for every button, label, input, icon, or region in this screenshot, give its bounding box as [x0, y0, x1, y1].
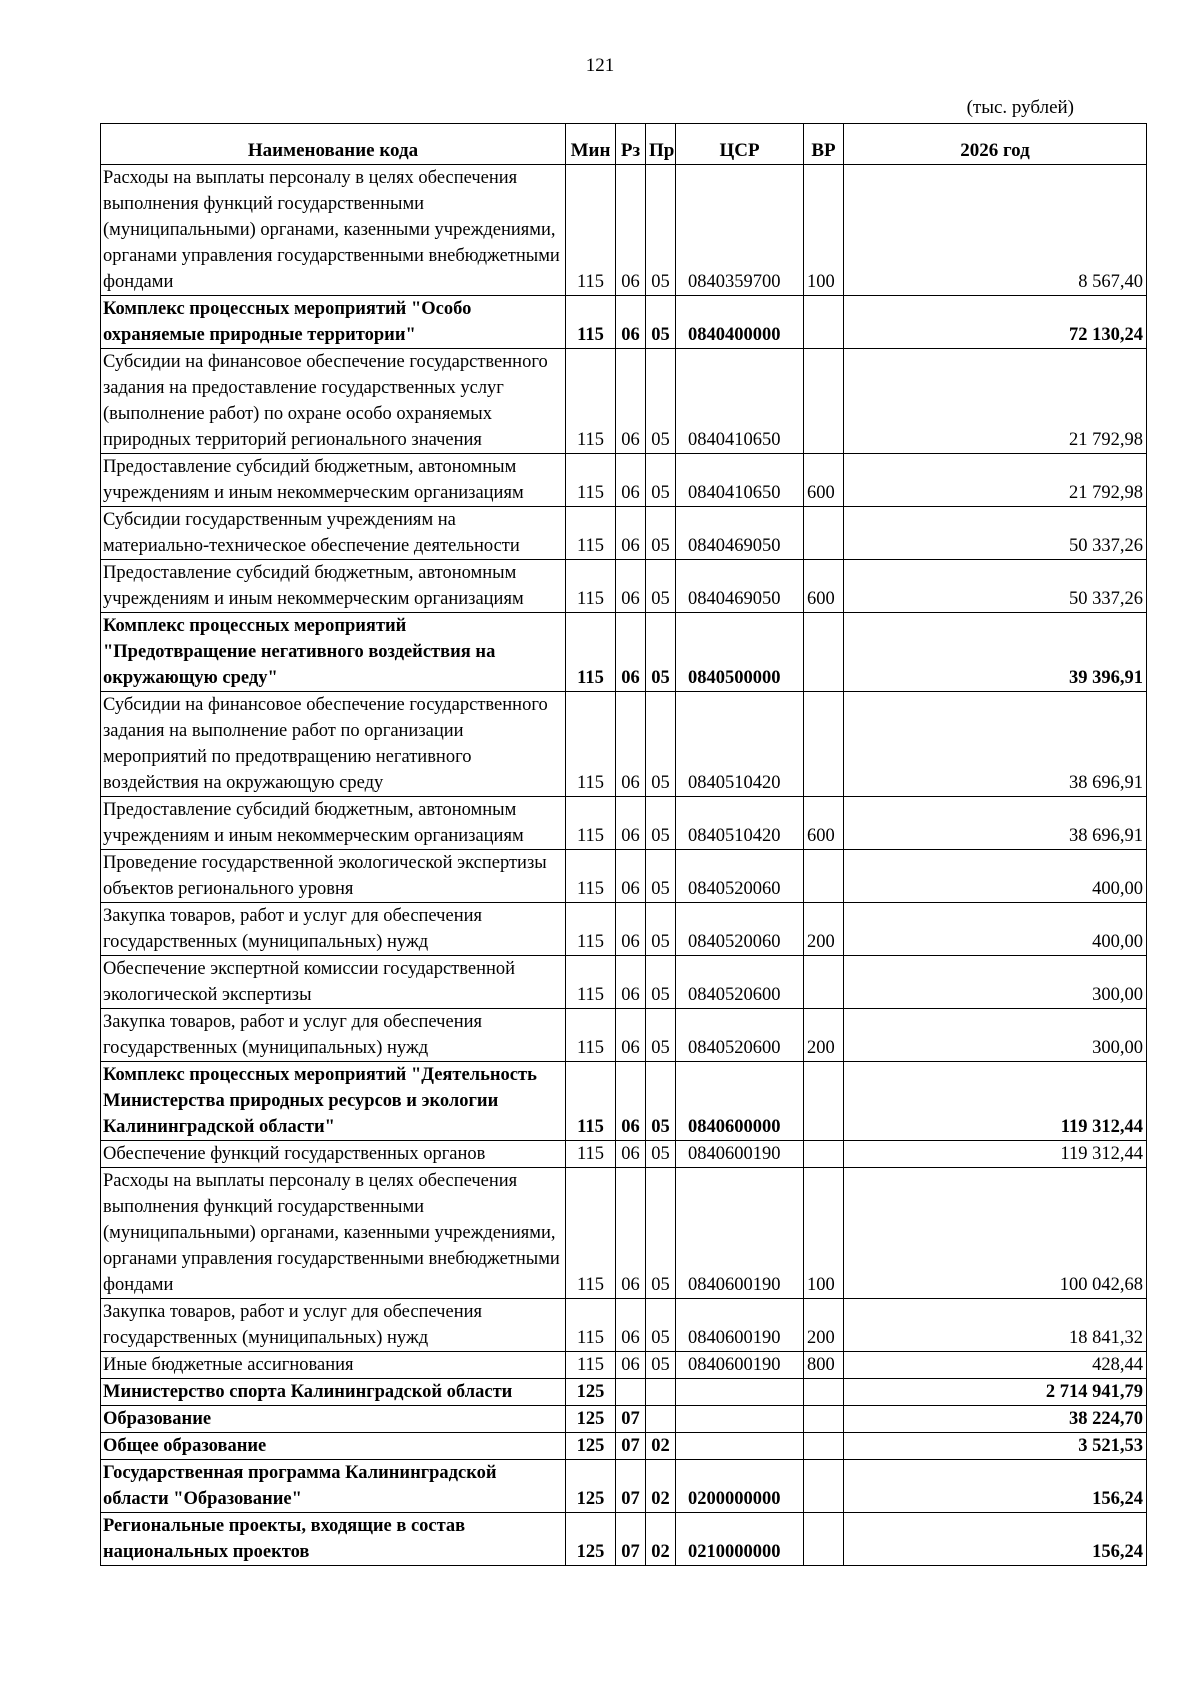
- header-min: Мин: [566, 124, 616, 165]
- row-csr: 0840600000: [676, 1062, 804, 1141]
- row-csr: 0840359700: [676, 165, 804, 296]
- header-name: Наименование кода: [101, 124, 566, 165]
- table-row: [101, 349, 1147, 454]
- row-min: 115: [566, 296, 616, 349]
- row-amount: 428,44: [844, 1352, 1147, 1379]
- row-min: 125: [566, 1433, 616, 1460]
- row-min: 115: [566, 1009, 616, 1062]
- table-row: [101, 1141, 1147, 1168]
- table-body: [101, 165, 1147, 1566]
- row-rz: [616, 1379, 646, 1406]
- row-min: 125: [566, 1460, 616, 1513]
- row-pr: 05: [646, 797, 676, 850]
- row-min: 115: [566, 850, 616, 903]
- row-pr: 05: [646, 613, 676, 692]
- row-pr: 05: [646, 454, 676, 507]
- table-row: [101, 797, 1147, 850]
- header-csr: ЦСР: [676, 124, 804, 165]
- row-vr: [804, 507, 844, 560]
- row-csr: 0840510420: [676, 797, 804, 850]
- row-csr: 0840469050: [676, 560, 804, 613]
- row-min: 125: [566, 1406, 616, 1433]
- row-rz: 06: [616, 956, 646, 1009]
- row-vr: 600: [804, 797, 844, 850]
- row-csr: 0840600190: [676, 1352, 804, 1379]
- row-csr: 0840520600: [676, 1009, 804, 1062]
- row-min: 115: [566, 1352, 616, 1379]
- row-name: Предоставление субсидий бюджетным, автономным учреждениям и иным некоммерческим организациям: [101, 797, 566, 850]
- row-amount: 400,00: [844, 850, 1147, 903]
- table-row: [101, 560, 1147, 613]
- row-name: Иные бюджетные ассигнования: [101, 1352, 566, 1379]
- row-amount: 38 696,91: [844, 797, 1147, 850]
- row-name: Субсидии на финансовое обеспечение государственного задания на выполнение работ по организации мероприятий по предотвращению негативного воздействия на окружающую среду: [101, 692, 566, 797]
- table-row: [101, 454, 1147, 507]
- row-csr: 0840469050: [676, 507, 804, 560]
- header-vr: ВР: [804, 124, 844, 165]
- row-min: 115: [566, 956, 616, 1009]
- row-amount: 119 312,44: [844, 1141, 1147, 1168]
- row-name: Обеспечение экспертной комиссии государственной экологической экспертизы: [101, 956, 566, 1009]
- row-amount: 300,00: [844, 956, 1147, 1009]
- row-rz: 06: [616, 1352, 646, 1379]
- table-row: [101, 1513, 1147, 1566]
- row-amount: 100 042,68: [844, 1168, 1147, 1299]
- row-vr: [804, 1062, 844, 1141]
- row-csr: [676, 1406, 804, 1433]
- row-csr: 0840520600: [676, 956, 804, 1009]
- row-vr: 200: [804, 1009, 844, 1062]
- row-amount: 156,24: [844, 1460, 1147, 1513]
- row-name: Субсидии государственным учреждениям на материально-техническое обеспечение деятельности: [101, 507, 566, 560]
- row-vr: [804, 1141, 844, 1168]
- row-csr: 0840510420: [676, 692, 804, 797]
- row-csr: 0840600190: [676, 1299, 804, 1352]
- header-rz: Рз: [616, 124, 646, 165]
- row-csr: [676, 1433, 804, 1460]
- row-rz: 06: [616, 507, 646, 560]
- row-name: Предоставление субсидий бюджетным, автономным учреждениям и иным некоммерческим организациям: [101, 560, 566, 613]
- table-row: [101, 1009, 1147, 1062]
- header-pr: Пр: [646, 124, 676, 165]
- row-name: Субсидии на финансовое обеспечение государственного задания на предоставление государственных услуг (выполнение работ) по охране особо охраняемых природных территорий регионального значения: [101, 349, 566, 454]
- row-amount: 39 396,91: [844, 613, 1147, 692]
- row-min: 115: [566, 560, 616, 613]
- row-min: 115: [566, 454, 616, 507]
- row-pr: 05: [646, 1352, 676, 1379]
- row-min: 115: [566, 903, 616, 956]
- table-row: [101, 692, 1147, 797]
- table-row: [101, 1433, 1147, 1460]
- row-rz: 06: [616, 1299, 646, 1352]
- row-amount: 72 130,24: [844, 296, 1147, 349]
- row-rz: 06: [616, 1062, 646, 1141]
- row-csr: 0840520060: [676, 850, 804, 903]
- row-pr: 05: [646, 692, 676, 797]
- row-vr: [804, 349, 844, 454]
- page-number: 121: [585, 55, 615, 76]
- row-min: 115: [566, 1062, 616, 1141]
- table-row: [101, 956, 1147, 1009]
- row-amount: 8 567,40: [844, 165, 1147, 296]
- row-name: Проведение государственной экологической экспертизы объектов регионального уровня: [101, 850, 566, 903]
- row-min: 115: [566, 692, 616, 797]
- row-rz: 07: [616, 1433, 646, 1460]
- row-pr: 05: [646, 1141, 676, 1168]
- row-rz: 06: [616, 1168, 646, 1299]
- row-min: 115: [566, 349, 616, 454]
- row-vr: [804, 1513, 844, 1566]
- row-pr: 05: [646, 560, 676, 613]
- row-csr: 0840520060: [676, 903, 804, 956]
- row-csr: 0210000000: [676, 1513, 804, 1566]
- row-pr: 05: [646, 349, 676, 454]
- row-vr: [804, 613, 844, 692]
- row-csr: 0840410650: [676, 349, 804, 454]
- row-vr: 200: [804, 1299, 844, 1352]
- table-header-row: [101, 124, 1147, 165]
- row-vr: [804, 1379, 844, 1406]
- row-name: Образование: [101, 1406, 566, 1433]
- row-csr: 0840500000: [676, 613, 804, 692]
- row-name: Закупка товаров, работ и услуг для обеспечения государственных (муниципальных) нужд: [101, 1009, 566, 1062]
- table-row: [101, 1406, 1147, 1433]
- row-csr: [676, 1379, 804, 1406]
- row-name: Обеспечение функций государственных органов: [101, 1141, 566, 1168]
- row-pr: 02: [646, 1513, 676, 1566]
- row-pr: 05: [646, 956, 676, 1009]
- row-csr: 0840600190: [676, 1141, 804, 1168]
- row-vr: [804, 1433, 844, 1460]
- row-vr: [804, 296, 844, 349]
- row-vr: 800: [804, 1352, 844, 1379]
- row-vr: 600: [804, 454, 844, 507]
- row-amount: 38 696,91: [844, 692, 1147, 797]
- row-min: 115: [566, 613, 616, 692]
- row-csr: 0840400000: [676, 296, 804, 349]
- row-name: Закупка товаров, работ и услуг для обеспечения государственных (муниципальных) нужд: [101, 903, 566, 956]
- row-name: Региональные проекты, входящие в состав национальных проектов: [101, 1513, 566, 1566]
- row-rz: 06: [616, 1141, 646, 1168]
- row-pr: [646, 1406, 676, 1433]
- row-pr: 05: [646, 1168, 676, 1299]
- row-amount: 3 521,53: [844, 1433, 1147, 1460]
- row-vr: [804, 692, 844, 797]
- row-pr: 05: [646, 850, 676, 903]
- row-name: Расходы на выплаты персоналу в целях обеспечения выполнения функций государственными (муниципальными) органами, казенными учреждениями, органами управления государственными внебюджетными фондами: [101, 1168, 566, 1299]
- row-pr: 02: [646, 1433, 676, 1460]
- table-row: [101, 1460, 1147, 1513]
- row-rz: 06: [616, 165, 646, 296]
- row-vr: [804, 1460, 844, 1513]
- row-vr: 100: [804, 165, 844, 296]
- row-name: Закупка товаров, работ и услуг для обеспечения государственных (муниципальных) нужд: [101, 1299, 566, 1352]
- table-row: [101, 296, 1147, 349]
- row-rz: 06: [616, 560, 646, 613]
- row-csr: 0840410650: [676, 454, 804, 507]
- row-pr: 02: [646, 1460, 676, 1513]
- row-amount: 2 714 941,79: [844, 1379, 1147, 1406]
- table-row: [101, 613, 1147, 692]
- row-pr: 05: [646, 1299, 676, 1352]
- row-vr: [804, 850, 844, 903]
- row-min: 115: [566, 1141, 616, 1168]
- row-vr: 100: [804, 1168, 844, 1299]
- row-vr: [804, 1406, 844, 1433]
- table-row: [101, 1379, 1147, 1406]
- row-amount: 119 312,44: [844, 1062, 1147, 1141]
- row-amount: 400,00: [844, 903, 1147, 956]
- row-name: Общее образование: [101, 1433, 566, 1460]
- row-min: 115: [566, 1299, 616, 1352]
- row-name: Министерство спорта Калининградской области: [101, 1379, 566, 1406]
- row-amount: 18 841,32: [844, 1299, 1147, 1352]
- row-min: 115: [566, 797, 616, 850]
- units-label: (тыс. рублей): [966, 97, 1074, 118]
- row-name: Государственная программа Калининградской области "Образование": [101, 1460, 566, 1513]
- row-csr: 0200000000: [676, 1460, 804, 1513]
- row-pr: [646, 1379, 676, 1406]
- row-name: Расходы на выплаты персоналу в целях обеспечения выполнения функций государственными (муниципальными) органами, казенными учреждениями, органами управления государственными внебюджетными фондами: [101, 165, 566, 296]
- row-rz: 06: [616, 850, 646, 903]
- row-rz: 06: [616, 797, 646, 850]
- row-name: Предоставление субсидий бюджетным, автономным учреждениям и иным некоммерческим организациям: [101, 454, 566, 507]
- row-min: 115: [566, 507, 616, 560]
- row-amount: 38 224,70: [844, 1406, 1147, 1433]
- table-row: [101, 850, 1147, 903]
- row-vr: 200: [804, 903, 844, 956]
- row-vr: 600: [804, 560, 844, 613]
- row-csr: 0840600190: [676, 1168, 804, 1299]
- row-min: 125: [566, 1513, 616, 1566]
- row-name: Комплекс процессных мероприятий "Предотвращение негативного воздействия на окружающую среду": [101, 613, 566, 692]
- row-rz: 06: [616, 613, 646, 692]
- row-min: 115: [566, 165, 616, 296]
- row-pr: 05: [646, 1009, 676, 1062]
- row-rz: 07: [616, 1513, 646, 1566]
- row-rz: 06: [616, 349, 646, 454]
- row-rz: 06: [616, 296, 646, 349]
- row-vr: [804, 956, 844, 1009]
- table-row: [101, 1352, 1147, 1379]
- row-amount: 50 337,26: [844, 560, 1147, 613]
- row-pr: 05: [646, 1062, 676, 1141]
- header-year: 2026 год: [844, 124, 1147, 165]
- row-rz: 06: [616, 692, 646, 797]
- table-row: [101, 1168, 1147, 1299]
- row-rz: 07: [616, 1406, 646, 1433]
- row-name: Комплекс процессных мероприятий "Особо охраняемые природные территории": [101, 296, 566, 349]
- row-amount: 21 792,98: [844, 454, 1147, 507]
- row-amount: 50 337,26: [844, 507, 1147, 560]
- row-pr: 05: [646, 903, 676, 956]
- row-pr: 05: [646, 507, 676, 560]
- budget-table: [100, 123, 1147, 1566]
- row-rz: 06: [616, 903, 646, 956]
- row-amount: 21 792,98: [844, 349, 1147, 454]
- row-amount: 156,24: [844, 1513, 1147, 1566]
- row-pr: 05: [646, 165, 676, 296]
- table-row: [101, 165, 1147, 296]
- table-row: [101, 507, 1147, 560]
- row-pr: 05: [646, 296, 676, 349]
- row-min: 115: [566, 1168, 616, 1299]
- row-min: 125: [566, 1379, 616, 1406]
- row-name: Комплекс процессных мероприятий "Деятельность Министерства природных ресурсов и экологии Калининградской области": [101, 1062, 566, 1141]
- table-row: [101, 903, 1147, 956]
- table-row: [101, 1299, 1147, 1352]
- row-rz: 06: [616, 454, 646, 507]
- row-rz: 06: [616, 1009, 646, 1062]
- table-row: [101, 1062, 1147, 1141]
- row-amount: 300,00: [844, 1009, 1147, 1062]
- row-rz: 07: [616, 1460, 646, 1513]
